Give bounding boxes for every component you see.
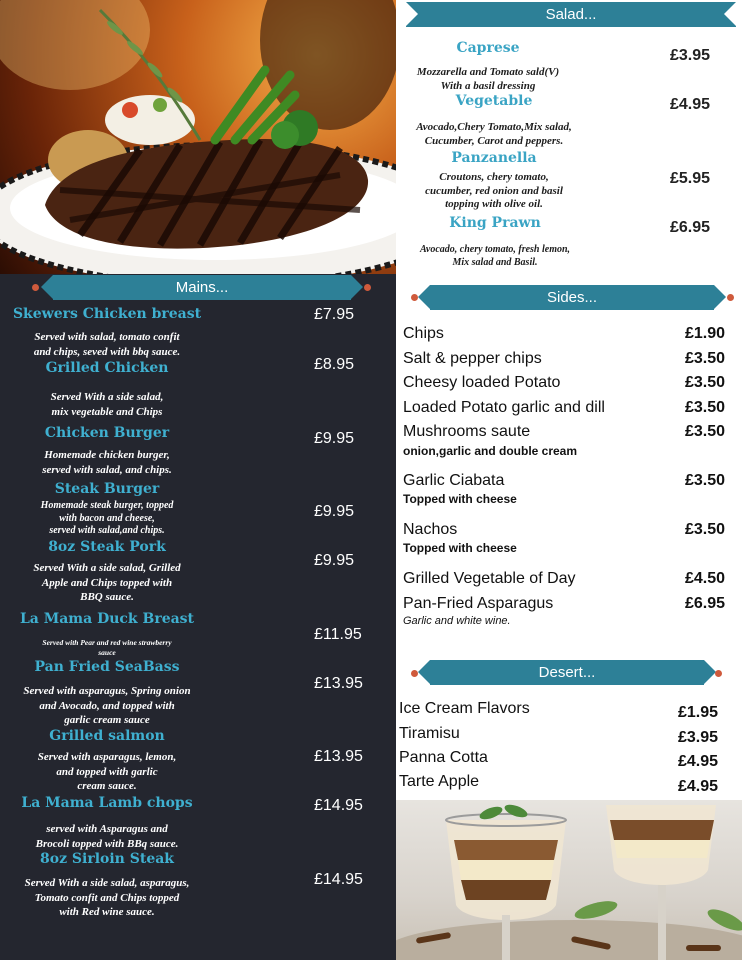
salad-item-desc: Mozzarella and Tomato sald(V) With a basil dressing (416, 66, 560, 92)
side-item-name: Grilled Vegetable of Day (403, 570, 576, 587)
salad-item-vegetable (394, 93, 594, 148)
dessert-item-price: £4.95 (678, 778, 719, 795)
main-item-desc: Served With a side salad, mix vegetable and Chips (50, 391, 164, 418)
main-item-desc: Served With a side salad, asparagus, Tomato confit and Chips topped with Red wine sauce. (24, 877, 190, 918)
dessert-item-name: Tarte Apple (399, 773, 480, 790)
main-item-price: £7.95 (314, 306, 355, 323)
side-item-note: Topped with cheese (403, 541, 517, 555)
main-item-name: Grilled Chicken (45, 360, 169, 376)
salad-item-name: Vegetable (455, 93, 533, 109)
mains-header-dot-right (364, 284, 371, 291)
main-item-seabass (0, 659, 214, 728)
main-item-desc: Served with asparagus, Spring onion and Avocado, and topped with garlic cream sauce (23, 685, 191, 726)
sides-header-dot-left (411, 294, 418, 301)
side-item-price: £6.95 (685, 595, 726, 612)
main-item-steak-burger (0, 481, 214, 538)
main-item-grilled-chicken (0, 360, 214, 419)
mains-header-label: Mains... (175, 279, 229, 296)
main-item-name: La Mama Duck Breast (19, 611, 195, 627)
main-item-desc: served with Asparagus and Brocoli topped with BBq sauce. (35, 823, 179, 850)
salad-item-price: £5.95 (670, 170, 711, 187)
side-item-name: Garlic Ciabata (403, 472, 505, 489)
salad-header-label: Salad... (545, 6, 597, 23)
main-item-desc: Homemade chicken burger, served with salad, and chips. (42, 449, 172, 476)
side-item-price: £3.50 (685, 472, 726, 489)
main-item-name: La Mama Lamb chops (21, 795, 193, 811)
desert-header-dot-left (411, 670, 418, 677)
main-item-price: £9.95 (314, 552, 355, 569)
side-item-name: Pan-Fried Asparagus (403, 595, 554, 612)
tiramisu-photo (396, 800, 742, 960)
salad-item-king-prawn (395, 215, 595, 269)
main-item-price: £13.95 (314, 675, 363, 692)
salad-item-desc: Avocado,Chery Tomato,Mix salad, Cucumber, Carot and peppers. (416, 121, 572, 147)
side-item-price: £4.50 (685, 570, 726, 587)
main-item-price: £9.95 (314, 503, 355, 520)
salad-item-price: £3.95 (670, 47, 711, 64)
dessert-item-name: Ice Cream Flavors (399, 700, 530, 717)
side-item-name: Nachos (403, 521, 458, 538)
side-item-name: Loaded Potato garlic and dill (403, 399, 605, 416)
main-item-desc: Served with salad, tomato confit and chips, seved with bbq sauce. (33, 331, 181, 358)
main-item-name: 8oz Sirloin Steak (40, 851, 174, 867)
main-item-price: £8.95 (314, 356, 355, 373)
main-item-name: Grilled salmon (49, 728, 165, 744)
desert-header-label: Desert... (538, 664, 596, 681)
salad-item-name: Panzanella (451, 150, 537, 166)
salad-item-name: Caprese (456, 40, 520, 56)
side-item-price: £1.90 (685, 325, 726, 342)
dessert-item-price: £3.95 (678, 729, 719, 746)
main-item-duck-breast (0, 611, 214, 657)
main-item-grilled-salmon (0, 728, 214, 794)
side-item-price: £3.50 (685, 423, 726, 440)
mains-header (53, 275, 351, 300)
main-item-desc: Served with asparagus, lemon, and topped with garlic cream sauce. (37, 751, 177, 792)
side-item-name: Mushrooms saute (403, 423, 531, 440)
main-item-desc: Served With a side salad, Grilled Apple and Chips topped with BBQ sauce. (33, 562, 181, 603)
main-item-name: Steak Burger (54, 481, 160, 497)
side-item-price: £3.50 (685, 399, 726, 416)
side-item-price: £3.50 (685, 521, 726, 538)
side-item-name: Cheesy loaded Potato (403, 374, 561, 391)
main-item-name: Chicken Burger (44, 425, 170, 441)
main-item-skewers-chicken (0, 306, 214, 359)
dessert-item-name: Tiramisu (399, 725, 460, 742)
side-item-note: Garlic and white wine. (403, 615, 511, 627)
sides-header (430, 285, 714, 310)
main-item-lamb-chops (0, 795, 214, 851)
desert-header-dot-right (715, 670, 722, 677)
dessert-item-price: £1.95 (678, 704, 719, 721)
dessert-item-price: £4.95 (678, 753, 719, 770)
sides-header-label: Sides... (546, 289, 598, 306)
salad-item-price: £6.95 (670, 219, 711, 236)
salad-item-caprese (388, 40, 588, 93)
main-item-price: £11.95 (314, 626, 362, 643)
salad-item-panzanella (394, 150, 594, 212)
salad-item-price: £4.95 (670, 96, 711, 113)
salad-item-name: King Prawn (449, 215, 541, 231)
side-item-note: Topped with cheese (403, 492, 517, 506)
main-item-desc: Homemade steak burger, topped with bacon and cheese, served with salad,and chips. (40, 500, 174, 536)
desert-header (430, 660, 704, 685)
side-item-name: Salt & pepper chips (403, 350, 542, 367)
side-item-price: £3.50 (685, 374, 726, 391)
main-item-price: £13.95 (314, 748, 363, 765)
mains-header-dot-left (32, 284, 39, 291)
side-item-name: Chips (403, 325, 444, 342)
main-item-desc: Served with Pear and red wine strawberry sauce (42, 638, 172, 657)
main-item-price: £9.95 (314, 430, 355, 447)
main-item-name: Skewers Chicken breast (12, 306, 202, 322)
salad-header (406, 2, 736, 27)
salad-item-desc: Avocado, chery tomato, fresh lemon, Mix salad and Basil. (419, 244, 571, 268)
dessert-item-name: Panna Cotta (399, 749, 488, 766)
main-item-steak-pork (0, 539, 214, 605)
main-item-sirloin-steak (0, 851, 214, 920)
main-item-chicken-burger (0, 425, 214, 477)
salad-item-desc: Croutons, chery tomato, cucumber, red onion and basil topping with olive oil. (425, 171, 563, 210)
side-item-note: onion,garlic and double cream (403, 444, 578, 458)
sides-header-dot-right (727, 294, 734, 301)
main-item-price: £14.95 (314, 797, 363, 814)
steak-photo (0, 0, 396, 274)
side-item-price: £3.50 (685, 350, 726, 367)
main-item-price: £14.95 (314, 871, 363, 888)
main-item-name: 8oz Steak Pork (48, 539, 166, 555)
main-item-name: Pan Fried SeaBass (34, 659, 180, 675)
